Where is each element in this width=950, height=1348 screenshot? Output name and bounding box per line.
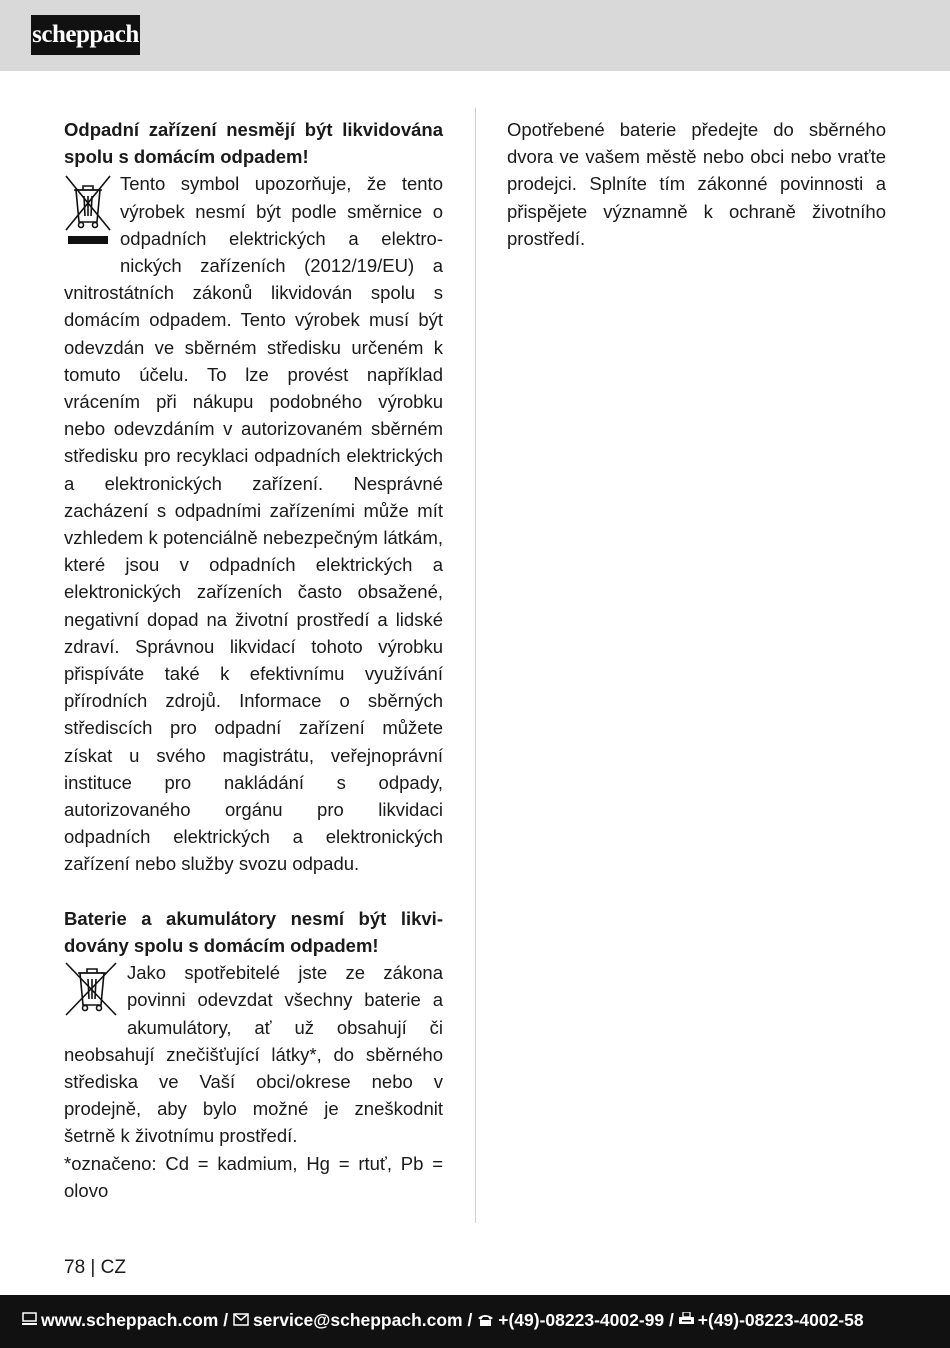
right-column [507,116,886,252]
battery-heading: Baterie a akumulátory nesmí být likvidovány spolu s domácím odpadem! [64,907,443,956]
email-link[interactable]: service@scheppach.com [252,1310,463,1330]
footer-separator: / [223,1310,229,1330]
weee-paragraph: Tento symbol upozorňuje, že tento výrobek nesmí být podle směrnice o odpadních elektrických a elektronických zařízeních (2012/19/EU) a vnitrostátních zákonů likvidován spolu s domácím odpadem. Tento výrobek musí být odevzdán ve sběrném středisku určeném k tomuto účelu. To lze provést například vrácením při nákupu podobného výrobku nebo odevzdáním v autorizovaném sběrném středisku pro recyklaci odpadních elektrických a elektronických zařízení. Nesprávné zacházení s odpadními zařízeními může mít vzhledem k potenciálně nebezpečným látkám, které jsou v odpadních elektrických a elektronických zařízeních často obsažené, negativní dopad na životní prostředí a lidské zdraví. Správnou likvidací tohoto výrobku přispíváte také k efektivnímu využívání přírodních zdrojů. Informace o sběrných střediscích pro odpadní zařízení můžete získat u svého magistrátu, veřejnoprávní instituce pro nakládání s odpady, autorizovaného orgánu pro likvidaci odpadních elektrických a elektronických zařízení nebo služby svozu odpadu. [64,173,443,875]
contact-footer [0,1295,950,1348]
crossed-bin-with-bar-icon [64,172,112,259]
left-column [64,116,443,1204]
footer-separator: / [467,1310,473,1330]
fax-number[interactable]: +(49)-08223-4002-58 [697,1310,864,1330]
page-number-separator: | [90,1257,96,1278]
mail-icon [233,1295,249,1345]
page-number [64,1256,126,1280]
fax-icon [679,1295,694,1345]
header-bar [0,0,950,71]
column-divider [475,108,476,1223]
computer-icon [22,1295,37,1345]
battery-footnote: *označeno: Cd = kadmium, Hg = rtuť, Pb = olovo [64,1152,443,1201]
phone-icon [477,1295,494,1345]
footer-separator: / [669,1310,674,1330]
battery-return-paragraph: Opotřebené baterie předejte do sběrného dvora ve vašem městě nebo obci nebo vraťte prodejci. Splníte tím zákonné povinnosti a přispějete významně k ochraně životního prostředí. [507,119,886,249]
website-link[interactable]: www.scheppach.com [41,1310,219,1330]
phone-number[interactable]: +(49)-08223-4002-99 [498,1310,665,1330]
weee-heading: Odpadní zařízení nesmějí být likvidována spolu s domácím odpadem! [64,119,443,168]
page-number-value: 78 [64,1257,86,1278]
page-language: CZ [100,1257,126,1278]
crossed-bin-icon [64,961,119,1024]
battery-paragraph: Jako spotřebitelé jste ze zákona povinni odevzdat všechny baterie a akumulátory, ať už obsahují či neobsahují znečišťující látky*, do sběrného střediska ve Vaší obci/okrese nebo v prodejně, aby bylo možné je zneškodnit šetrně k životnímu prostředí. [64,962,443,1147]
brand-logo: scheppach [31,15,140,55]
